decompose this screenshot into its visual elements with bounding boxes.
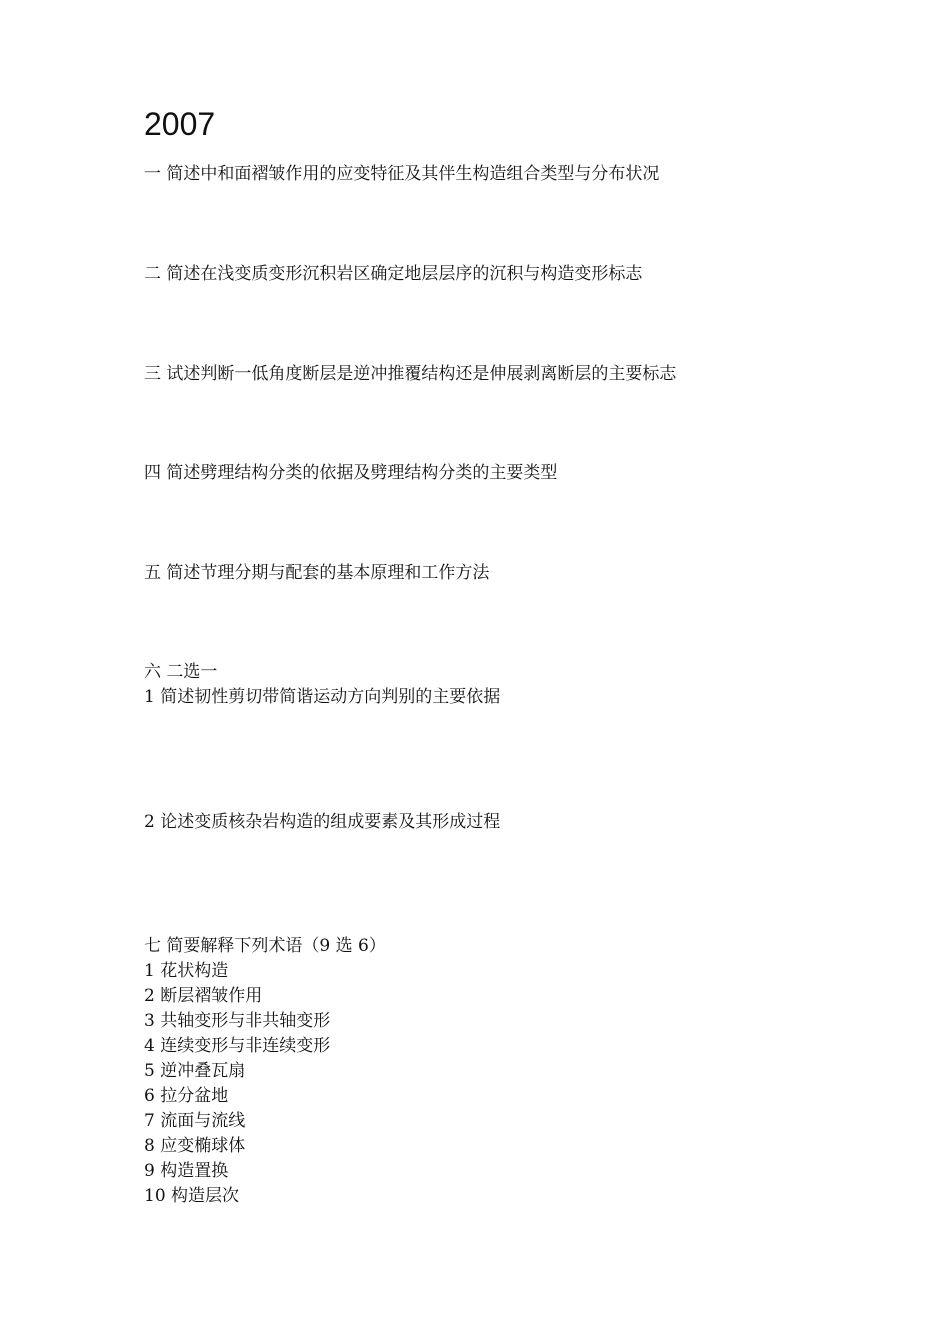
question-4: 四 简述劈理结构分类的依据及劈理结构分类的主要类型: [144, 463, 558, 483]
term-item: 5 逆冲叠瓦扇: [144, 1061, 246, 1081]
section-6-option-1: 1 简述韧性剪切带简谐运动方向判别的主要依据: [144, 687, 501, 707]
term-item: 8 应变椭球体: [144, 1136, 246, 1156]
section-7-heading: 七 简要解释下列术语（9 选 6）: [144, 936, 386, 956]
terms-list: [144, 959, 330, 1209]
document-year-title: 2007: [144, 106, 216, 142]
section-6-option-2: 2 论述变质核杂岩构造的组成要素及其形成过程: [144, 812, 501, 832]
term-item: 10 构造层次: [144, 1186, 240, 1206]
question-2: 二 简述在浅变质变形沉积岩区确定地层层序的沉积与构造变形标志: [144, 264, 643, 284]
term-item: 6 拉分盆地: [144, 1086, 229, 1106]
term-item: 9 构造置换: [144, 1161, 229, 1181]
section-6-heading: 六 二选一: [144, 662, 218, 682]
term-item: 2 断层褶皱作用: [144, 986, 263, 1006]
term-item: 3 共轴变形与非共轴变形: [144, 1011, 331, 1031]
question-5: 五 简述节理分期与配套的基本原理和工作方法: [144, 563, 490, 583]
term-item: 1 花状构造: [144, 961, 229, 981]
term-item: 4 连续变形与非连续变形: [144, 1036, 331, 1056]
term-item: 7 流面与流线: [144, 1111, 246, 1131]
question-1: 一 简述中和面褶皱作用的应变特征及其伴生构造组合类型与分布状况: [144, 164, 660, 184]
question-3: 三 试述判断一低角度断层是逆冲推覆结构还是伸展剥离断层的主要标志: [144, 364, 677, 384]
